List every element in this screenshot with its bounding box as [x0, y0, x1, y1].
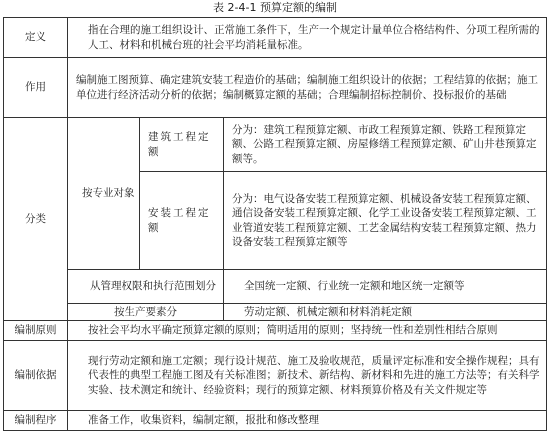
definition-label: 定义: [25, 31, 46, 44]
construction-quota-text: 分为：建筑工程预算定额、市政工程预算定额、铁路工程预算定额、公路工程预算定额、房屋修缮工程预算定额、矿山井巷预算定额等。: [232, 123, 537, 165]
classification-label: 分类: [25, 212, 46, 225]
function-text-content: 编制施工图预算、确定建筑安装工程造价的基础；编制施工组织设计的依据；工程结算的依据；施工单位进行经济活动分析的依据；编制概算定额的基础；合理编制招标控制价、投标报价的基础: [76, 74, 538, 101]
construction-quota-label: 建筑工程定额: [148, 131, 211, 158]
procedure-label: 编制程序: [14, 414, 57, 427]
installation-quota-label: 安装工程定额: [148, 207, 211, 234]
by-factor-text: 劳动定额、机械定额和材料消耗定额: [244, 305, 412, 318]
definition-text-content: 指在合理的施工组织设计、正常施工条件下，生产一个规定计量单位合格结构件、分项工程所需的人工、材料和机械台班的社会平均消耗量标准。: [88, 24, 540, 51]
table-title: 表 2-4-1 预算定额的编制: [213, 1, 337, 14]
function-text: [68, 58, 546, 117]
by-management-text: 全国统一定额、行业统一定额和地区统一定额等: [244, 280, 465, 293]
by-specialty-label: 按专业对象: [82, 187, 135, 200]
installation-quota-text: 分为：电气设备安装工程预算定额、机械设备安装工程预算定额、通信设备安装工程预算定额、化学工业设备安装工程预算定额、工业管道安装工程预算定额、工艺金属结构安装工程预算定额、热力设备安装工程预算定额等: [232, 192, 537, 248]
by-factor-label: 按生产要素分: [114, 305, 177, 318]
basis-text: 现行劳动定额和施工定额；现行设计规范、施工及验收规范，质量评定标准和安全操作规程；具有代表性的典型工程施工图及有关标准图；新技术、新结构、新材料和先进的施工方法等；有关科学实验、技术测定和统计、经验资料；现行的预算定额、材料预算价格及有关文件规定等: [88, 354, 540, 396]
definition-text: [68, 18, 546, 57]
procedure-text: 准备工作，收集资料，编制定额，报批和修改整理: [88, 414, 319, 427]
principle-label: 编制原则: [14, 324, 57, 337]
budget-quota-table: [3, 17, 547, 431]
basis-label: 编制依据: [14, 369, 57, 382]
function-label: 作用: [25, 81, 46, 94]
by-management-label: 从管理权限和执行范围划分: [90, 280, 216, 293]
principle-text: 按社会平均水平确定预算定额的原则；简明适用的原则；坚持统一性和差别性相结合原则: [88, 324, 498, 337]
